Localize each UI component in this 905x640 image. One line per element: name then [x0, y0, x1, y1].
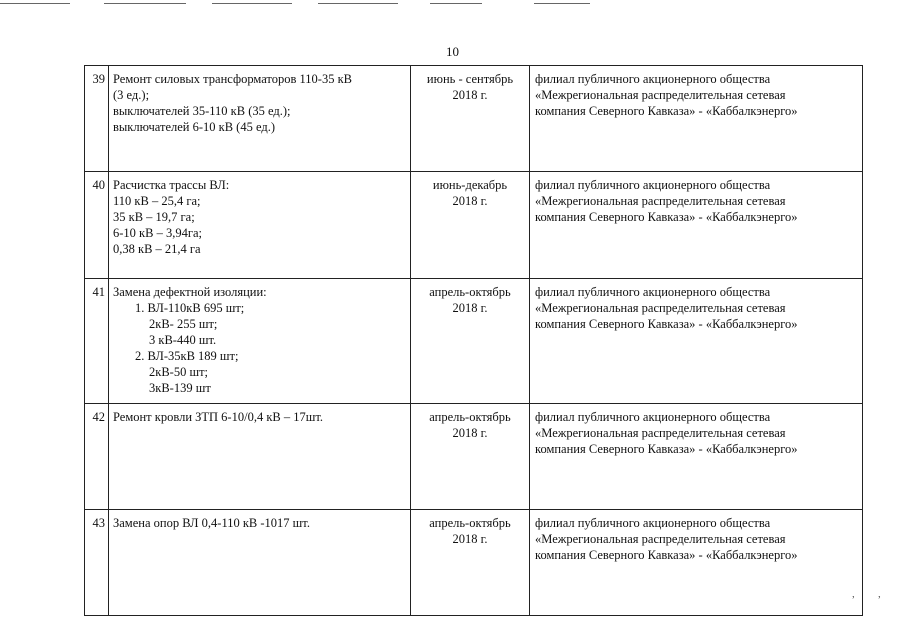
header-rule — [212, 3, 292, 4]
period-line: 2018 г. — [452, 301, 488, 315]
work-period — [411, 66, 530, 172]
work-line: 1. ВЛ-110кВ 695 шт; — [135, 301, 245, 315]
work-line: выключателей 35-110 кВ (35 ед.); — [113, 104, 291, 118]
period-line: апрель-октябрь — [429, 410, 511, 424]
scan-mark: , — [852, 588, 855, 600]
work-line: Замена дефектной изоляции: — [113, 285, 267, 299]
table-row — [85, 172, 863, 279]
work-description — [109, 279, 411, 404]
period-line: апрель-октябрь — [429, 285, 511, 299]
period-line: апрель-октябрь — [429, 516, 511, 530]
work-line: Ремонт силовых трансформаторов 110-35 кВ — [113, 72, 352, 86]
page-number: 10 — [446, 44, 459, 59]
header-rule — [0, 3, 70, 4]
org-line: «Межрегиональная распределительная сетевая — [535, 88, 786, 102]
org-line: филиал публичного акционерного общества — [535, 285, 771, 299]
work-line: 0,38 кВ – 21,4 га — [113, 242, 201, 256]
org-line: компания Северного Кавказа» - «Каббалкэнерго» — [535, 317, 798, 331]
work-period — [411, 172, 530, 279]
org-line: «Межрегиональная распределительная сетевая — [535, 301, 786, 315]
period-line: июнь-декабрь — [432, 178, 508, 192]
table-row — [85, 279, 863, 404]
table-row — [85, 66, 863, 172]
work-description — [109, 510, 411, 616]
header-rule — [430, 3, 482, 4]
org-line: «Межрегиональная распределительная сетевая — [535, 194, 786, 208]
org-line: «Межрегиональная распределительная сетевая — [535, 532, 786, 546]
row-number: 43 — [85, 510, 109, 616]
row-number: 41 — [85, 279, 109, 404]
org-line: филиал публичного акционерного общества — [535, 178, 771, 192]
period-line: 2018 г. — [452, 88, 488, 102]
work-line: Расчистка трассы ВЛ: — [113, 178, 230, 192]
work-line: 35 кВ – 19,7 га; — [113, 210, 195, 224]
period-line: июнь - сентябрь — [426, 72, 514, 86]
org-line: филиал публичного акционерного общества — [535, 410, 771, 424]
period-line: 2018 г. — [452, 426, 488, 440]
table-row — [85, 510, 863, 616]
work-description — [109, 404, 411, 510]
responsible-org — [530, 66, 863, 172]
row-number: 39 — [85, 66, 109, 172]
header-rule — [318, 3, 398, 4]
work-line: Замена опор ВЛ 0,4-110 кВ -1017 шт. — [113, 516, 310, 530]
responsible-org — [530, 172, 863, 279]
work-line: 6-10 кВ – 3,94га; — [113, 226, 202, 240]
org-line: компания Северного Кавказа» - «Каббалкэнерго» — [535, 104, 798, 118]
org-line: компания Северного Кавказа» - «Каббалкэнерго» — [535, 548, 798, 562]
work-period — [411, 404, 530, 510]
responsible-org — [530, 510, 863, 616]
work-period — [411, 510, 530, 616]
work-line: выключателей 6-10 кВ (45 ед.) — [113, 120, 275, 134]
work-line: 110 кВ – 25,4 га; — [113, 194, 201, 208]
work-line: 3кВ-139 шт — [149, 381, 211, 395]
work-description — [109, 66, 411, 172]
work-line: 3 кВ-440 шт. — [149, 333, 217, 347]
row-number: 42 — [85, 404, 109, 510]
work-line: Ремонт кровли ЗТП 6-10/0,4 кВ – 17шт. — [113, 410, 324, 424]
row-number: 40 — [85, 172, 109, 279]
period-line: 2018 г. — [452, 194, 488, 208]
responsible-org — [530, 279, 863, 404]
header-rule — [104, 3, 186, 4]
work-line: 2. ВЛ-35кВ 189 шт; — [135, 349, 239, 363]
works-table — [84, 65, 863, 616]
period-line: 2018 г. — [452, 532, 488, 546]
work-line: (3 ед.); — [113, 88, 150, 102]
header-rule — [534, 3, 590, 4]
table-row — [85, 404, 863, 510]
work-line: 2кВ- 255 шт; — [149, 317, 218, 331]
org-line: филиал публичного акционерного общества — [535, 72, 771, 86]
responsible-org — [530, 404, 863, 510]
scan-mark: , — [878, 588, 881, 600]
work-line: 2кВ-50 шт; — [149, 365, 209, 379]
org-line: компания Северного Кавказа» - «Каббалкэнерго» — [535, 442, 798, 456]
org-line: филиал публичного акционерного общества — [535, 516, 771, 530]
work-description — [109, 172, 411, 279]
org-line: компания Северного Кавказа» - «Каббалкэнерго» — [535, 210, 798, 224]
work-period — [411, 279, 530, 404]
org-line: «Межрегиональная распределительная сетевая — [535, 426, 786, 440]
header-rules — [0, 0, 905, 6]
